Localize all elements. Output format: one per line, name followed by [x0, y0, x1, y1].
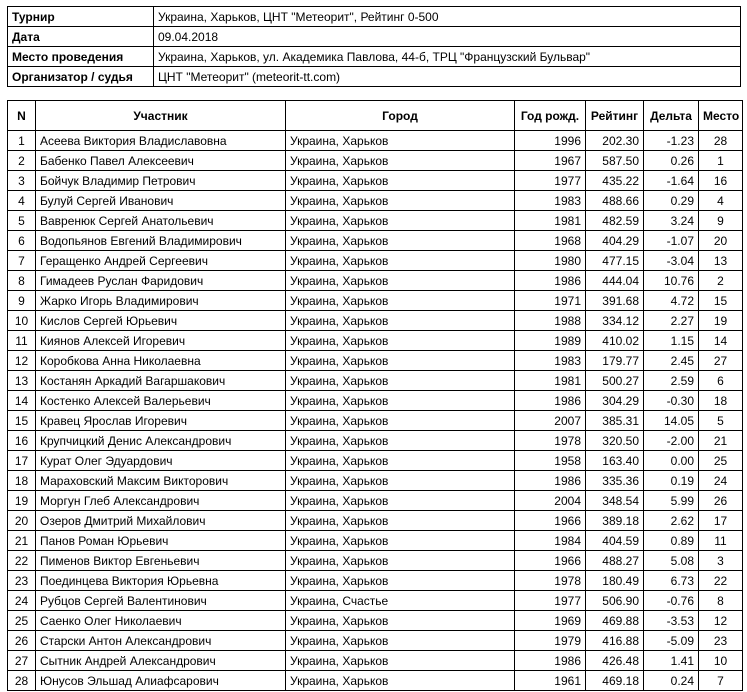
cell-participant: Кислов Сергей Юрьевич [36, 311, 286, 331]
table-row [8, 191, 743, 211]
cell-rating: 426.48 [586, 651, 644, 671]
cell-rating: 391.68 [586, 291, 644, 311]
cell-birth-year: 1986 [515, 651, 586, 671]
table-row [8, 431, 743, 451]
cell-number: 7 [8, 251, 36, 271]
cell-birth-year: 1966 [515, 511, 586, 531]
cell-city: Украина, Харьков [286, 311, 515, 331]
cell-city: Украина, Харьков [286, 411, 515, 431]
cell-number: 28 [8, 671, 36, 691]
cell-rating: 435.22 [586, 171, 644, 191]
info-value: Украина, Харьков, ул. Академика Павлова, 44-б, ТРЦ "Французский Бульвар" [154, 47, 741, 67]
cell-rating: 587.50 [586, 151, 644, 171]
cell-place: 28 [699, 131, 743, 151]
cell-participant: Костенко Алексей Валерьевич [36, 391, 286, 411]
cell-city: Украина, Харьков [286, 451, 515, 471]
col-place-header: Место [699, 101, 743, 131]
info-label: Место проведения [8, 47, 154, 67]
cell-delta: 5.08 [644, 551, 699, 571]
info-value: ЦНТ "Метеорит" (meteorit-tt.com) [154, 67, 741, 87]
table-row [8, 311, 743, 331]
cell-birth-year: 1989 [515, 331, 586, 351]
cell-city: Украина, Харьков [286, 531, 515, 551]
cell-number: 11 [8, 331, 36, 351]
cell-number: 12 [8, 351, 36, 371]
table-row [8, 531, 743, 551]
cell-place: 27 [699, 351, 743, 371]
info-label: Организатор / судья [8, 67, 154, 87]
cell-birth-year: 1977 [515, 171, 586, 191]
table-row [8, 371, 743, 391]
cell-delta: 2.45 [644, 351, 699, 371]
cell-delta: 0.24 [644, 671, 699, 691]
cell-delta: -3.53 [644, 611, 699, 631]
cell-birth-year: 1986 [515, 271, 586, 291]
cell-number: 25 [8, 611, 36, 631]
cell-participant: Коробкова Анна Николаевна [36, 351, 286, 371]
cell-rating: 410.02 [586, 331, 644, 351]
cell-birth-year: 1980 [515, 251, 586, 271]
table-row [8, 151, 743, 171]
cell-birth-year: 1981 [515, 211, 586, 231]
cell-number: 15 [8, 411, 36, 431]
cell-participant: Кравец Ярослав Игоревич [36, 411, 286, 431]
cell-rating: 416.88 [586, 631, 644, 651]
cell-participant: Курат Олег Эдуардович [36, 451, 286, 471]
cell-place: 26 [699, 491, 743, 511]
cell-city: Украина, Харьков [286, 271, 515, 291]
cell-birth-year: 1968 [515, 231, 586, 251]
cell-number: 9 [8, 291, 36, 311]
table-row [8, 231, 743, 251]
cell-place: 18 [699, 391, 743, 411]
cell-participant: Костанян Аркадий Вагаршакович [36, 371, 286, 391]
cell-birth-year: 1967 [515, 151, 586, 171]
cell-place: 11 [699, 531, 743, 551]
cell-city: Украина, Харьков [286, 551, 515, 571]
cell-participant: Рубцов Сергей Валентинович [36, 591, 286, 611]
tournament-info-table [7, 6, 741, 87]
cell-place: 1 [699, 151, 743, 171]
cell-city: Украина, Харьков [286, 331, 515, 351]
col-number-header: N [8, 101, 36, 131]
cell-rating: 482.59 [586, 211, 644, 231]
cell-city: Украина, Харьков [286, 351, 515, 371]
cell-participant: Поединцева Виктория Юрьевна [36, 571, 286, 591]
cell-city: Украина, Харьков [286, 611, 515, 631]
info-row [8, 27, 741, 47]
cell-birth-year: 1983 [515, 351, 586, 371]
cell-delta: 14.05 [644, 411, 699, 431]
cell-number: 5 [8, 211, 36, 231]
cell-participant: Старски Антон Александрович [36, 631, 286, 651]
cell-place: 14 [699, 331, 743, 351]
cell-birth-year: 2007 [515, 411, 586, 431]
cell-number: 6 [8, 231, 36, 251]
table-row [8, 551, 743, 571]
table-row [8, 171, 743, 191]
cell-participant: Киянов Алексей Игоревич [36, 331, 286, 351]
cell-number: 24 [8, 591, 36, 611]
results-body [8, 131, 743, 691]
cell-participant: Вавренюк Сергей Анатольевич [36, 211, 286, 231]
cell-city: Украина, Харьков [286, 151, 515, 171]
cell-number: 14 [8, 391, 36, 411]
table-row [8, 391, 743, 411]
table-row [8, 451, 743, 471]
cell-birth-year: 1978 [515, 431, 586, 451]
cell-participant: Озеров Дмитрий Михайлович [36, 511, 286, 531]
cell-birth-year: 1996 [515, 131, 586, 151]
cell-birth-year: 1984 [515, 531, 586, 551]
cell-birth-year: 1978 [515, 571, 586, 591]
cell-place: 25 [699, 451, 743, 471]
cell-city: Украина, Харьков [286, 211, 515, 231]
cell-participant: Сытник Андрей Александрович [36, 651, 286, 671]
cell-delta: 0.00 [644, 451, 699, 471]
cell-rating: 469.18 [586, 671, 644, 691]
cell-delta: 0.89 [644, 531, 699, 551]
cell-place: 7 [699, 671, 743, 691]
table-row [8, 251, 743, 271]
cell-number: 23 [8, 571, 36, 591]
cell-city: Украина, Счастье [286, 591, 515, 611]
cell-city: Украина, Харьков [286, 471, 515, 491]
cell-place: 17 [699, 511, 743, 531]
cell-rating: 180.49 [586, 571, 644, 591]
cell-place: 24 [699, 471, 743, 491]
cell-rating: 506.90 [586, 591, 644, 611]
tournament-info-body [8, 7, 741, 87]
table-row [8, 591, 743, 611]
cell-birth-year: 1977 [515, 591, 586, 611]
table-row [8, 571, 743, 591]
cell-delta: -1.64 [644, 171, 699, 191]
cell-birth-year: 1966 [515, 551, 586, 571]
cell-number: 4 [8, 191, 36, 211]
col-participant-header: Участник [36, 101, 286, 131]
info-row [8, 67, 741, 87]
cell-delta: 4.72 [644, 291, 699, 311]
info-value: Украина, Харьков, ЦНТ "Метеорит", Рейтинг 0-500 [154, 7, 741, 27]
cell-participant: Бойчук Владимир Петрович [36, 171, 286, 191]
cell-delta: 5.99 [644, 491, 699, 511]
cell-city: Украина, Харьков [286, 651, 515, 671]
results-table [7, 100, 743, 691]
cell-rating: 385.31 [586, 411, 644, 431]
cell-city: Украина, Харьков [286, 191, 515, 211]
cell-number: 8 [8, 271, 36, 291]
cell-participant: Моргун Глеб Александрович [36, 491, 286, 511]
cell-birth-year: 1986 [515, 471, 586, 491]
cell-number: 27 [8, 651, 36, 671]
cell-city: Украина, Харьков [286, 231, 515, 251]
cell-delta: -0.30 [644, 391, 699, 411]
cell-place: 4 [699, 191, 743, 211]
cell-birth-year: 1983 [515, 191, 586, 211]
cell-place: 10 [699, 651, 743, 671]
cell-place: 6 [699, 371, 743, 391]
cell-city: Украина, Харьков [286, 131, 515, 151]
cell-delta: -1.23 [644, 131, 699, 151]
cell-place: 2 [699, 271, 743, 291]
table-row [8, 671, 743, 691]
cell-rating: 334.12 [586, 311, 644, 331]
cell-number: 3 [8, 171, 36, 191]
cell-city: Украина, Харьков [286, 491, 515, 511]
cell-delta: -0.76 [644, 591, 699, 611]
cell-rating: 488.66 [586, 191, 644, 211]
table-header-row [8, 101, 743, 131]
cell-rating: 163.40 [586, 451, 644, 471]
cell-city: Украина, Харьков [286, 671, 515, 691]
cell-rating: 304.29 [586, 391, 644, 411]
cell-number: 2 [8, 151, 36, 171]
cell-participant: Бабенко Павел Алексеевич [36, 151, 286, 171]
cell-birth-year: 1981 [515, 371, 586, 391]
cell-place: 20 [699, 231, 743, 251]
cell-place: 23 [699, 631, 743, 651]
cell-birth-year: 1988 [515, 311, 586, 331]
cell-delta: -5.09 [644, 631, 699, 651]
cell-number: 22 [8, 551, 36, 571]
cell-number: 21 [8, 531, 36, 551]
cell-participant: Гимадеев Руслан Фаридович [36, 271, 286, 291]
table-row [8, 411, 743, 431]
table-row [8, 291, 743, 311]
cell-participant: Геращенко Андрей Сергеевич [36, 251, 286, 271]
cell-rating: 179.77 [586, 351, 644, 371]
table-row [8, 271, 743, 291]
cell-participant: Крупчицкий Денис Александрович [36, 431, 286, 451]
info-label: Турнир [8, 7, 154, 27]
cell-delta: -2.00 [644, 431, 699, 451]
cell-place: 21 [699, 431, 743, 451]
cell-number: 17 [8, 451, 36, 471]
cell-city: Украина, Харьков [286, 291, 515, 311]
table-row [8, 611, 743, 631]
cell-number: 19 [8, 491, 36, 511]
cell-rating: 500.27 [586, 371, 644, 391]
info-label: Дата [8, 27, 154, 47]
cell-city: Украина, Харьков [286, 391, 515, 411]
cell-place: 12 [699, 611, 743, 631]
cell-rating: 202.30 [586, 131, 644, 151]
cell-delta: 2.62 [644, 511, 699, 531]
cell-participant: Панов Роман Юрьевич [36, 531, 286, 551]
cell-birth-year: 1986 [515, 391, 586, 411]
cell-city: Украина, Харьков [286, 431, 515, 451]
cell-delta: 0.26 [644, 151, 699, 171]
cell-number: 1 [8, 131, 36, 151]
info-row [8, 47, 741, 67]
cell-rating: 469.88 [586, 611, 644, 631]
table-row [8, 511, 743, 531]
cell-place: 13 [699, 251, 743, 271]
cell-birth-year: 1969 [515, 611, 586, 631]
cell-participant: Асеева Виктория Владиславовна [36, 131, 286, 151]
cell-birth-year: 1979 [515, 631, 586, 651]
cell-number: 26 [8, 631, 36, 651]
cell-place: 16 [699, 171, 743, 191]
cell-participant: Юнусов Эльшад Алиафсарович [36, 671, 286, 691]
cell-delta: 1.15 [644, 331, 699, 351]
cell-delta: 1.41 [644, 651, 699, 671]
cell-place: 5 [699, 411, 743, 431]
table-row [8, 631, 743, 651]
cell-delta: 6.73 [644, 571, 699, 591]
cell-rating: 404.59 [586, 531, 644, 551]
cell-participant: Мараховский Максим Викторович [36, 471, 286, 491]
cell-place: 8 [699, 591, 743, 611]
cell-rating: 477.15 [586, 251, 644, 271]
cell-number: 20 [8, 511, 36, 531]
cell-participant: Пименов Виктор Евгеньевич [36, 551, 286, 571]
cell-participant: Саенко Олег Николаевич [36, 611, 286, 631]
info-row [8, 7, 741, 27]
cell-delta: 2.59 [644, 371, 699, 391]
cell-delta: -1.07 [644, 231, 699, 251]
table-row [8, 471, 743, 491]
cell-delta: 3.24 [644, 211, 699, 231]
cell-place: 22 [699, 571, 743, 591]
cell-rating: 404.29 [586, 231, 644, 251]
cell-delta: -3.04 [644, 251, 699, 271]
cell-participant: Водопьянов Евгений Владимирович [36, 231, 286, 251]
cell-delta: 0.19 [644, 471, 699, 491]
cell-rating: 320.50 [586, 431, 644, 451]
col-delta-header: Дельта [644, 101, 699, 131]
cell-city: Украина, Харьков [286, 171, 515, 191]
cell-city: Украина, Харьков [286, 511, 515, 531]
table-row [8, 331, 743, 351]
cell-city: Украина, Харьков [286, 571, 515, 591]
cell-city: Украина, Харьков [286, 631, 515, 651]
cell-place: 19 [699, 311, 743, 331]
cell-rating: 348.54 [586, 491, 644, 511]
cell-place: 3 [699, 551, 743, 571]
cell-delta: 2.27 [644, 311, 699, 331]
cell-delta: 0.29 [644, 191, 699, 211]
cell-birth-year: 1958 [515, 451, 586, 471]
cell-place: 15 [699, 291, 743, 311]
cell-place: 9 [699, 211, 743, 231]
cell-delta: 10.76 [644, 271, 699, 291]
cell-birth-year: 1971 [515, 291, 586, 311]
cell-participant: Булуй Сергей Иванович [36, 191, 286, 211]
table-row [8, 651, 743, 671]
col-city-header: Город [286, 101, 515, 131]
cell-city: Украина, Харьков [286, 251, 515, 271]
table-row [8, 351, 743, 371]
cell-participant: Жарко Игорь Владимирович [36, 291, 286, 311]
cell-birth-year: 2004 [515, 491, 586, 511]
col-birth-year-header: Год рожд. [515, 101, 586, 131]
col-rating-header: Рейтинг [586, 101, 644, 131]
cell-number: 13 [8, 371, 36, 391]
cell-number: 18 [8, 471, 36, 491]
cell-rating: 488.27 [586, 551, 644, 571]
table-row [8, 211, 743, 231]
cell-rating: 389.18 [586, 511, 644, 531]
cell-rating: 335.36 [586, 471, 644, 491]
cell-rating: 444.04 [586, 271, 644, 291]
info-value: 09.04.2018 [154, 27, 741, 47]
table-row [8, 131, 743, 151]
cell-number: 10 [8, 311, 36, 331]
cell-birth-year: 1961 [515, 671, 586, 691]
cell-city: Украина, Харьков [286, 371, 515, 391]
cell-number: 16 [8, 431, 36, 451]
table-row [8, 491, 743, 511]
